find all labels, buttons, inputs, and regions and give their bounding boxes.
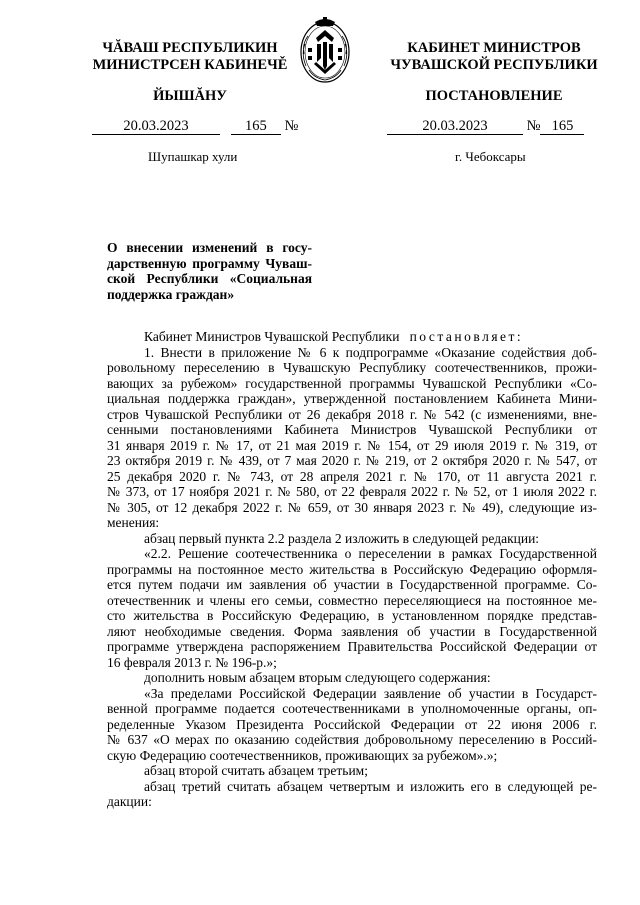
number-left: 165	[231, 119, 281, 135]
body-line: 31 января 2019 г. № 17, от 21 мая 2019 г. № 154, от 29 июля 2019 г. № 319, от	[107, 437, 597, 453]
date-right: 20.03.2023	[387, 119, 523, 135]
body-line: № 373, от 17 ноября 2021 г. № 580, от 22 февраля 2022 г. № 52, от 1 июля 2022 г.	[107, 484, 597, 499]
body-line: дакции:	[107, 794, 152, 809]
doc-type-russian: ПОСТАНОВЛЕНИЕ	[425, 88, 563, 104]
header-left-authority	[60, 40, 320, 74]
body-line: отечественник и члены его семьи, совместно переселяющиеся на постоянное ме-	[107, 592, 597, 608]
body-line: менения:	[107, 515, 160, 530]
preamble-text: Кабинет Министров Чувашской Республики	[144, 329, 400, 344]
date-number-right	[387, 118, 584, 135]
body-line: № 637 «О мерах по оказанию содействия добровольному переселению в Россий-	[107, 732, 597, 747]
body-line: вающих за рубежом» государственной программы Чувашской Республики «Со-	[107, 375, 597, 391]
number-sign-right: №	[526, 118, 541, 134]
date-left: 20.03.2023	[92, 119, 220, 135]
header-right-authority	[370, 40, 618, 74]
body-line: абзац первый пункта 2.2 раздела 2 изложить в следующей редакции:	[144, 530, 540, 546]
date-number-left	[92, 118, 298, 135]
body-line: 16 февраля 2013 г. № 196-р.»;	[107, 654, 277, 670]
body-line: 23 октября 2019 г. № 439, от 7 мая 2020 г. № 219, от 2 октября 2020 г. № 547, от	[107, 453, 597, 468]
body-line: 1. Внести в приложение № 6 к подпрограмме «Оказание содействия доб-	[144, 344, 597, 360]
body-line: программы на постоянное место жительства в Российскую Федерацию оформля-	[107, 561, 597, 577]
title-line: О внесении изменений в госу-	[107, 240, 312, 255]
header-left-line: МИНИСТРСЕН КАБИНЕЧĚ	[92, 57, 288, 73]
body-line: ровольному переселению в Чувашскую Республику соотечественников, прожи-	[107, 360, 597, 375]
body-line: абзац третий считать абзацем четвертым и изложить его в следующей ре-	[144, 778, 597, 794]
body-line: дополнить новым абзацем вторым следующего содержания:	[144, 670, 491, 685]
body-line: № 305, от 12 декабря 2022 г. № 659, от 30 января 2023 г. № 49), следующие из-	[107, 499, 597, 515]
coat-of-arms-emblem	[296, 14, 354, 90]
city-right: г. Чебоксары	[455, 149, 526, 164]
preamble-spaced: постановляет:	[409, 329, 524, 344]
body-line: «За пределами Российской Федерации заявление об участии в Государст-	[144, 685, 597, 701]
header-right-line: КАБИНЕТ МИНИСТРОВ	[407, 40, 581, 56]
body-line: «2.2. Решение соотечественника о переселении в рамках Государственной	[144, 546, 597, 561]
body-line: 25 декабря 2020 г. № 743, от 28 апреля 2021 г. № 170, от 11 августа 2021 г.	[107, 468, 597, 484]
number-sign-left: №	[284, 118, 299, 134]
body-line: сто жительства в Российскую Федерацию, в установленном порядке представ-	[107, 608, 597, 623]
number-right: 165	[540, 119, 584, 135]
body-line: стров Чувашской Республики от 26 декабря 2018 г. № 542 (с изменениями, вне-	[107, 406, 597, 422]
header-right-line: ЧУВАШСКОЙ РЕСПУБЛИКИ	[390, 57, 598, 73]
body-line: скую Федерацию соотечественников, проживающих за рубежом».»;	[107, 747, 498, 763]
title-line: поддержка граждан»	[107, 286, 235, 302]
body-line: венной программе подается соотечественниками в уполномоченные органы, оп-	[107, 701, 597, 716]
body-line: ределенные Указом Президента Российской Федерации от 22 июня 2006 г.	[107, 716, 597, 732]
city-left: Шупашкар хули	[148, 149, 238, 164]
title-line: дарственную программу Чуваш-	[107, 255, 312, 271]
body-line: абзац второй считать абзацем третьим;	[144, 763, 368, 778]
doc-type-chuvash: ЙЫШĂНУ	[153, 88, 227, 104]
body-line: сенными постановлениями Кабинета Министров Чувашской Республики от	[107, 422, 597, 437]
header-left-line: ЧĂВАШ РЕСПУБЛИКИН	[102, 40, 278, 56]
body-line: ляют необходимые сведения. Форма заявления об участии в Государственной	[107, 623, 597, 639]
document-title	[107, 240, 312, 302]
body-line: программе утверждена распоряжением Правительства Российской Федерации от	[107, 639, 597, 654]
body-line: циальная поддержка граждан», утвержденной постановлением Кабинета Мини-	[107, 391, 597, 406]
preamble	[107, 329, 597, 345]
body-line: ется путем подачи им заявления об участии в Государственной программе. Со-	[107, 577, 597, 592]
title-line: ской Республики «Социальная	[107, 271, 312, 286]
document-body	[107, 329, 597, 810]
